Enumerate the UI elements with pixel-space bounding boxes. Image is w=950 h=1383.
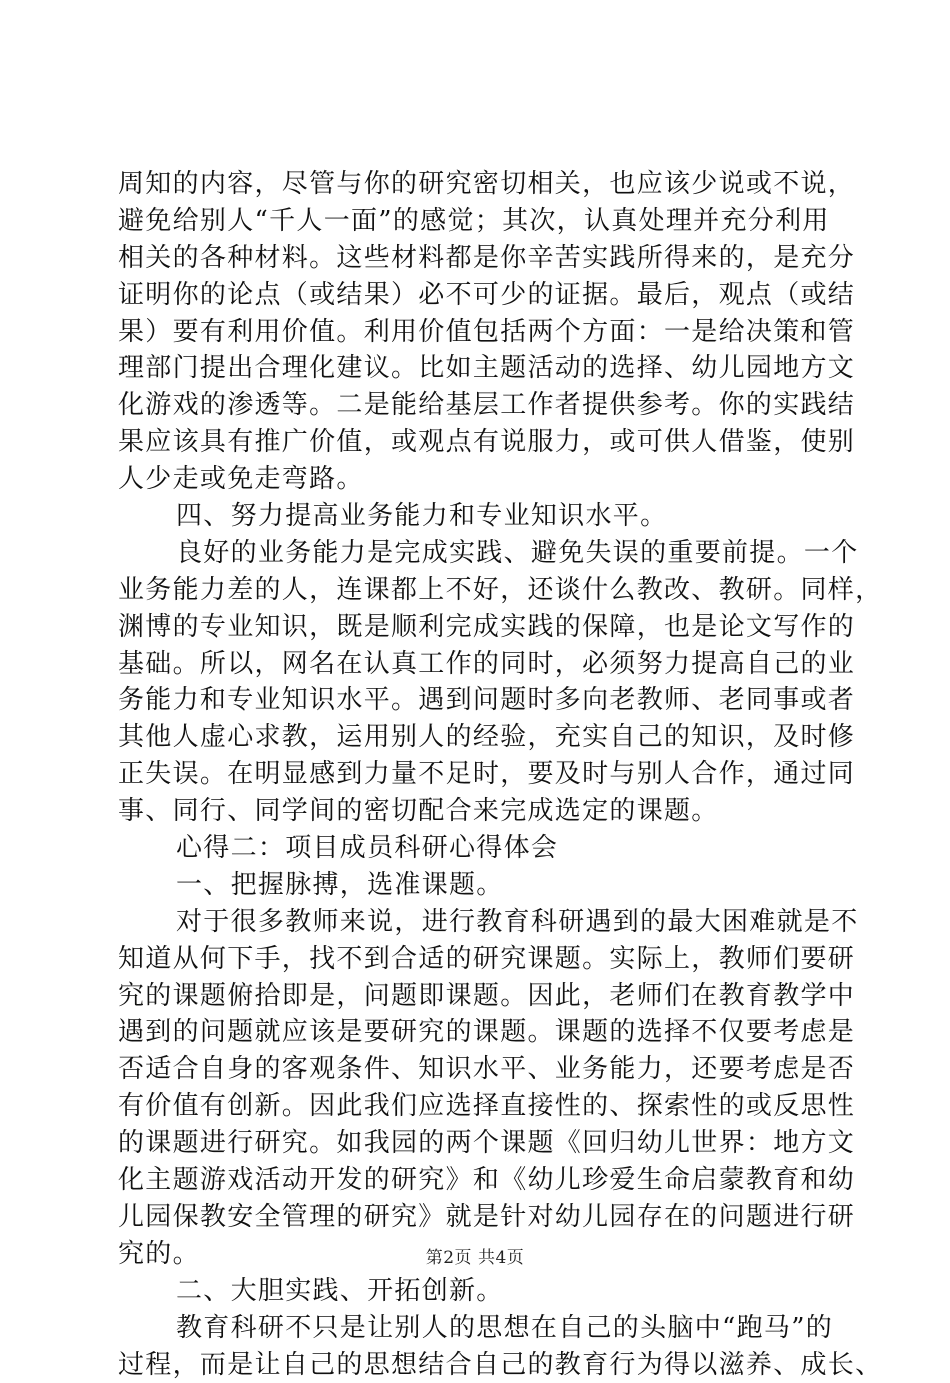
text-line: 究的课题俯拾即是，问题即课题。因此，老师们在教育教学中 [118,978,838,1015]
text-line: 知道从何下手，找不到合适的研究课题。实际上，教师们要研 [118,941,838,978]
text-line: 化游戏的渗透等。二是能给基层工作者提供参考。你的实践结 [118,387,838,424]
text-line: 遇到的问题就应该是要研究的课题。课题的选择不仅要考虑是 [118,1014,838,1051]
text-line: 心得二：项目成员科研心得体会 [118,830,838,867]
text-line: 事、同行、同学间的密切配合来完成选定的课题。 [118,793,838,830]
text-line: 教育科研不只是让别人的思想在自己的头脑中“跑马”的 [118,1310,838,1347]
text-line: 周知的内容，尽管与你的研究密切相关，也应该少说或不说， [118,166,838,203]
text-line: 业务能力差的人，连课都上不好，还谈什么教改、教研。同样， [118,572,838,609]
document-body [118,166,838,1383]
text-line: 其他人虚心求教，运用别人的经验，充实自己的知识，及时修 [118,719,838,756]
text-line: 化主题游戏活动开发的研究》和《幼儿珍爱生命启蒙教育和幼 [118,1162,838,1199]
text-line: 基础。所以，网名在认真工作的同时，必须努力提高自己的业 [118,646,838,683]
text-line: 一、把握脉搏，选准课题。 [118,867,838,904]
text-line: 良好的业务能力是完成实践、避免失误的重要前提。一个 [118,535,838,572]
text-line: 过程，而是让自己的思想结合自己的教育行为得以滋养、成长、 [118,1347,838,1383]
text-line: 渊博的专业知识，既是顺利完成实践的保障，也是论文写作的 [118,609,838,646]
text-line: 对于很多教师来说，进行教育科研遇到的最大困难就是不 [118,904,838,941]
text-line: 理部门提出合理化建议。比如主题活动的选择、幼儿园地方文 [118,350,838,387]
text-line: 务能力和专业知识水平。遇到问题时多向老教师、老同事或者 [118,682,838,719]
text-line: 二、大胆实践、开拓创新。 [118,1273,838,1310]
text-line: 四、努力提高业务能力和专业知识水平。 [118,498,838,535]
text-line: 有价值有创新。因此我们应选择直接性的、探索性的或反思性 [118,1088,838,1125]
text-line: 否适合自身的客观条件、知识水平、业务能力，还要考虑是否 [118,1051,838,1088]
text-line: 果）要有利用价值。利用价值包括两个方面：一是给决策和管 [118,314,838,351]
text-line: 正失误。在明显感到力量不足时，要及时与别人合作，通过同 [118,756,838,793]
page-footer: 第2页 共4页 [0,1243,950,1268]
text-line: 相关的各种材料。这些材料都是你辛苦实践所得来的，是充分 [118,240,838,277]
text-line: 避免给别人“千人一面”的感觉；其次，认真处理并充分利用 [118,203,838,240]
text-line: 人少走或免走弯路。 [118,461,838,498]
text-line: 证明你的论点（或结果）必不可少的证据。最后，观点（或结 [118,277,838,314]
text-line: 究的。 [118,1236,838,1273]
text-line: 的课题进行研究。如我园的两个课题《回归幼儿世界：地方文 [118,1125,838,1162]
text-line: 儿园保教安全管理的研究》就是针对幼儿园存在的问题进行研 [118,1199,838,1236]
text-line: 果应该具有推广价值，或观点有说服力，或可供人借鉴，使别 [118,424,838,461]
